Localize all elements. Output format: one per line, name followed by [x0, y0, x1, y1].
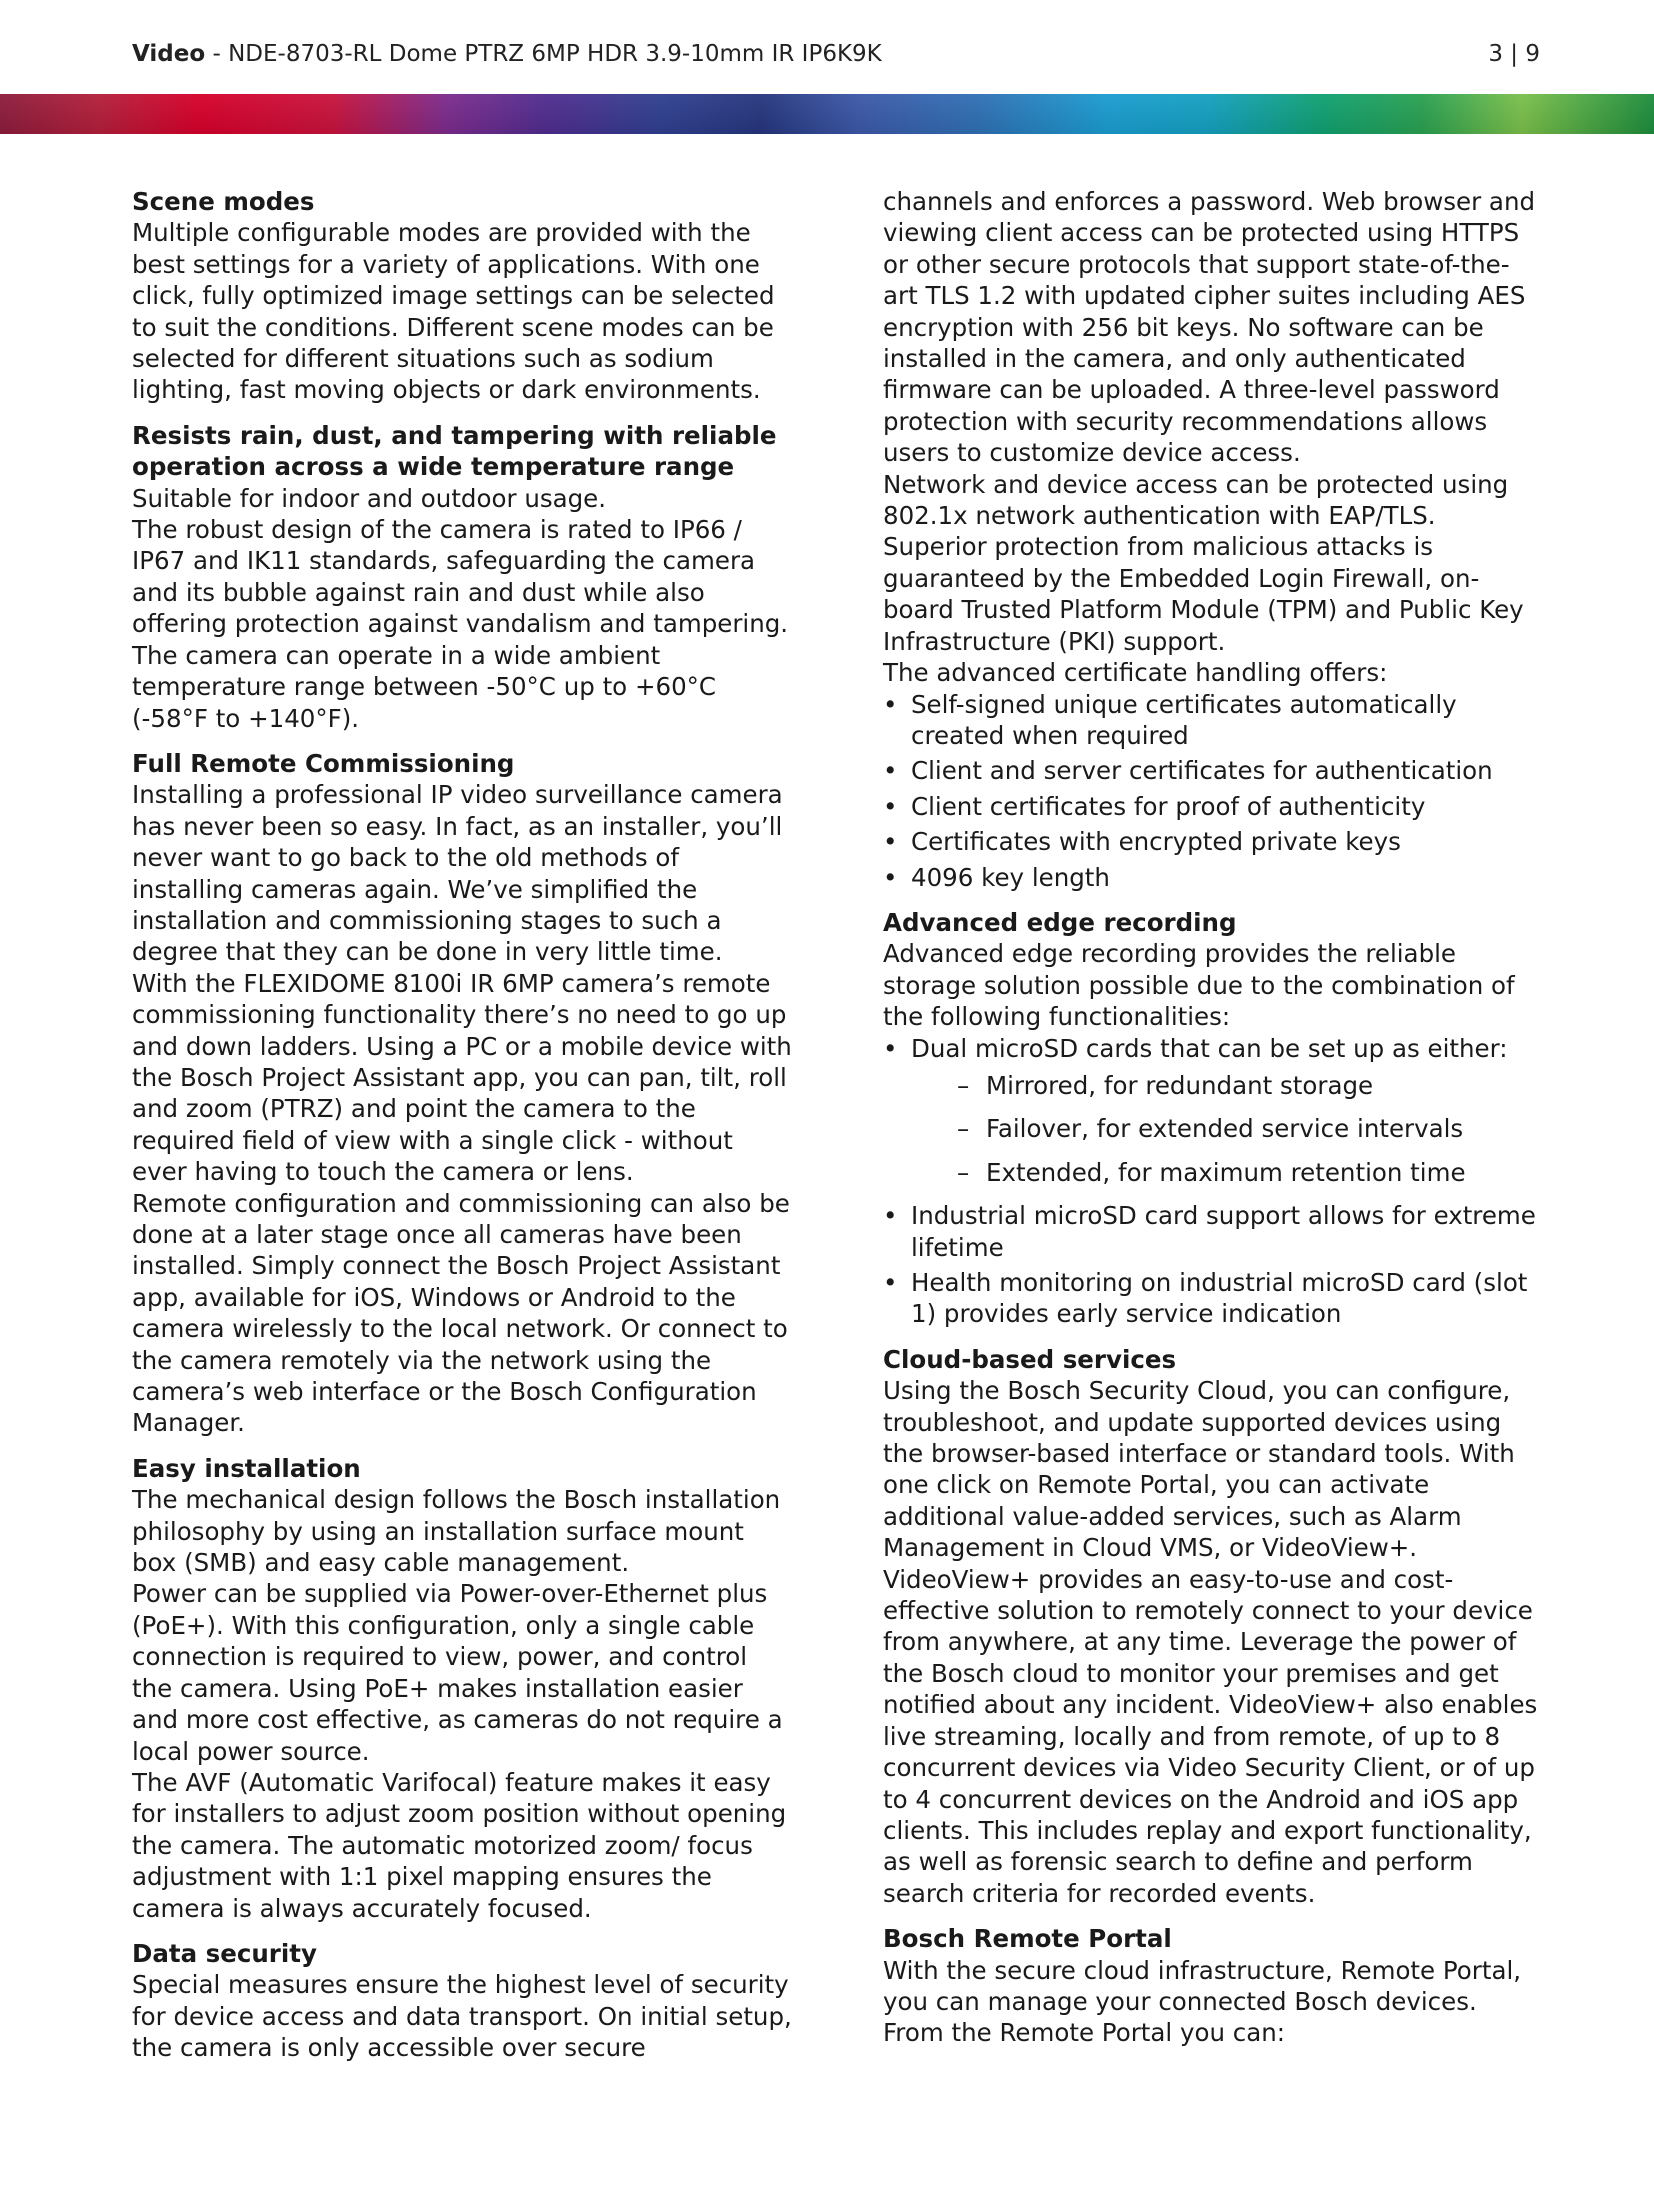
section-heading: Full Remote Commissioning [132, 748, 515, 778]
product-name: - NDE-8703-RL Dome PTRZ 6MP HDR 3.9-10mm IR IP6K9K [205, 41, 882, 67]
section-data-security-continued [883, 186, 1543, 893]
right-column [883, 186, 1543, 2063]
section-cloud-services [883, 1344, 1543, 1909]
brand-color-band [0, 94, 1654, 134]
section-paragraph: Installing a professional IP video surveillance camera has never been so easy. In fact, as an installer, you’ll never want to go back to the old methods of installing cameras again. We’ve simplified the installation and commissioning stages to such a degree that they can be done in very little time. [132, 780, 783, 967]
section-paragraph: Remote configuration and commissioning can also be done at a later stage once all cameras have been installed. Simply connect the Bosch Project Assistant app, available for iOS, Windows or Android to the camera wirelessly to the local network. Or connect to the camera remotely via the network using the camera’s web interface or the Bosch Configuration Manager. [132, 1188, 790, 1438]
section-paragraph: channels and enforces a password. Web browser and viewing client access can be protected using HTTPS or other secure protocols that support state-of-the-art TLS 1.2 with updated cipher suites including AES encryption with 256 bit keys. No software can be installed in the camera, and only authenticated firmware can be uploaded. A three-level password protection with security recommendations allows users to customize device access. [883, 187, 1536, 468]
section-edge-recording [883, 907, 1543, 1330]
section-paragraph: Power can be supplied via Power-over-Ethernet plus (PoE+). With this configuration, only a single cable connection is required to view, power, and control the camera. Using PoE+ makes installation easier and more cost effective, as cameras do not require a local power source. [132, 1579, 783, 1766]
sub-list-item: – Failover, for extended service intervals [911, 1113, 1543, 1144]
section-heading: Bosch Remote Portal [883, 1924, 1172, 1954]
section-paragraph: VideoView+ provides an easy-to-use and cost-effective solution to remotely connect to your device from anywhere, at any time. Leverage the power of the Bosch cloud to monitor your premises and get notified about any incident. VideoView+ also enables live streaming, locally and from remote, of up to 8 concurrent devices via Video Security Client, or of up to 4 concurrent devices on the Android and iOS app clients. This includes replay and export functionality, as well as forensic search to define and perform search criteria for recorded events. [883, 1564, 1538, 1908]
section-paragraph: With the secure cloud infrastructure, Remote Portal, you can manage your connected Bosch devices. From the Remote Portal you can: [883, 1955, 1522, 2048]
list-item: • 4096 key length [883, 862, 1543, 893]
section-paragraph: With the FLEXIDOME 8100i IR 6MP camera’s remote commissioning functionality there’s no need to go up and down ladders. Using a PC or a mobile device with the Bosch Project Assistant app, you can pan, tilt, roll and zoom (PTRZ) and point the camera to the required field of view with a single click - without ever having to touch the camera or lens. [132, 968, 792, 1187]
section-paragraph: The robust design of the camera is rated to IP66 / IP67 and IK11 standards, safeguarding the camera and its bubble against rain and dust while also offering protection against vandalism and tampering. The camera can operate in a wide ambient temperature range between -50°C up to +60°C (-58°F to +140°F). [132, 515, 789, 733]
section-paragraph: Multiple configurable modes are provided with the best settings for a variety of applications. With one click, fully optimized image settings can be selected to suit the conditions. Different scene modes can be selected for different situations such as sodium lighting, fast moving objects or dark environments. [132, 218, 775, 405]
section-remote-portal [883, 1923, 1543, 2049]
section-paragraph: Network and device access can be protected using 802.1x network authentication with EAP/TLS. [883, 469, 1509, 531]
section-paragraph: The advanced certificate handling offers: [883, 658, 1388, 688]
left-column [132, 186, 792, 2078]
section-data-security [132, 1938, 792, 2064]
certificate-list [883, 689, 1543, 893]
section-remote-commissioning [132, 748, 792, 1439]
list-item: • Industrial microSD card support allows for extreme lifetime [883, 1200, 1543, 1263]
page-header [132, 36, 1540, 72]
section-paragraph: Suitable for indoor and outdoor usage. [132, 483, 607, 513]
section-scene-modes [132, 186, 792, 406]
section-paragraph: The mechanical design follows the Bosch installation philosophy by using an installation surface mount box (SMB) and easy cable management. [132, 1485, 781, 1578]
section-paragraph: The AVF (Automatic Varifocal) feature makes it easy for installers to adjust zoom position without opening the camera. The automatic motorized zoom/ focus adjustment with 1:1 pixel mapping ensures the camera is always accurately focused. [132, 1767, 787, 1923]
section-paragraph: Advanced edge recording provides the reliable storage solution possible due to the combination of the following functionalities: [883, 939, 1515, 1032]
section-easy-installation [132, 1453, 792, 1924]
section-paragraph: Special measures ensure the highest level of security for device access and data transport. On initial setup, the camera is only accessible over secure [132, 1970, 792, 2063]
section-heading: Cloud-based services [883, 1344, 1177, 1374]
section-heading: Easy installation [132, 1453, 361, 1483]
page-number: 3 | 9 [1488, 41, 1540, 67]
list-item-text: Dual microSD cards that can be set up as either: [911, 1033, 1508, 1063]
list-item: • Health monitoring on industrial microSD card (slot 1) provides early service indication [883, 1267, 1543, 1330]
section-paragraph: Superior protection from malicious attacks is guaranteed by the Embedded Login Firewall, on-board Trusted Platform Module (TPM) and Public Key Infrastructure (PKI) support. [883, 532, 1524, 656]
sub-list-item: – Extended, for maximum retention time [911, 1157, 1543, 1188]
sub-list [911, 1070, 1543, 1188]
section-paragraph: Using the Bosch Security Cloud, you can configure, troubleshoot, and update supported devices using the browser-based interface or standard tools. With one click on Remote Portal, you can activate additional value-added services, such as Alarm Management in Cloud VMS, or VideoView+. [883, 1376, 1515, 1563]
list-item: • Client certificates for proof of authenticity [883, 791, 1543, 822]
list-item: • Self-signed unique certificates automatically created when required [883, 689, 1543, 752]
product-category-label: Video [132, 41, 206, 67]
sub-list-item: – Mirrored, for redundant storage [911, 1070, 1543, 1101]
edge-recording-list [883, 1033, 1543, 1330]
section-heading: Scene modes [132, 187, 315, 216]
section-heading: Data security [132, 1938, 317, 1968]
list-item [883, 1033, 1543, 1189]
list-item: • Client and server certificates for authentication [883, 755, 1543, 786]
list-item: • Certificates with encrypted private keys [883, 826, 1543, 857]
section-heading: Advanced edge recording [883, 907, 1237, 937]
section-resists-rain [132, 420, 792, 734]
section-heading: Resists rain, dust, and tampering with reliable operation across a wide temperature range [132, 420, 777, 482]
